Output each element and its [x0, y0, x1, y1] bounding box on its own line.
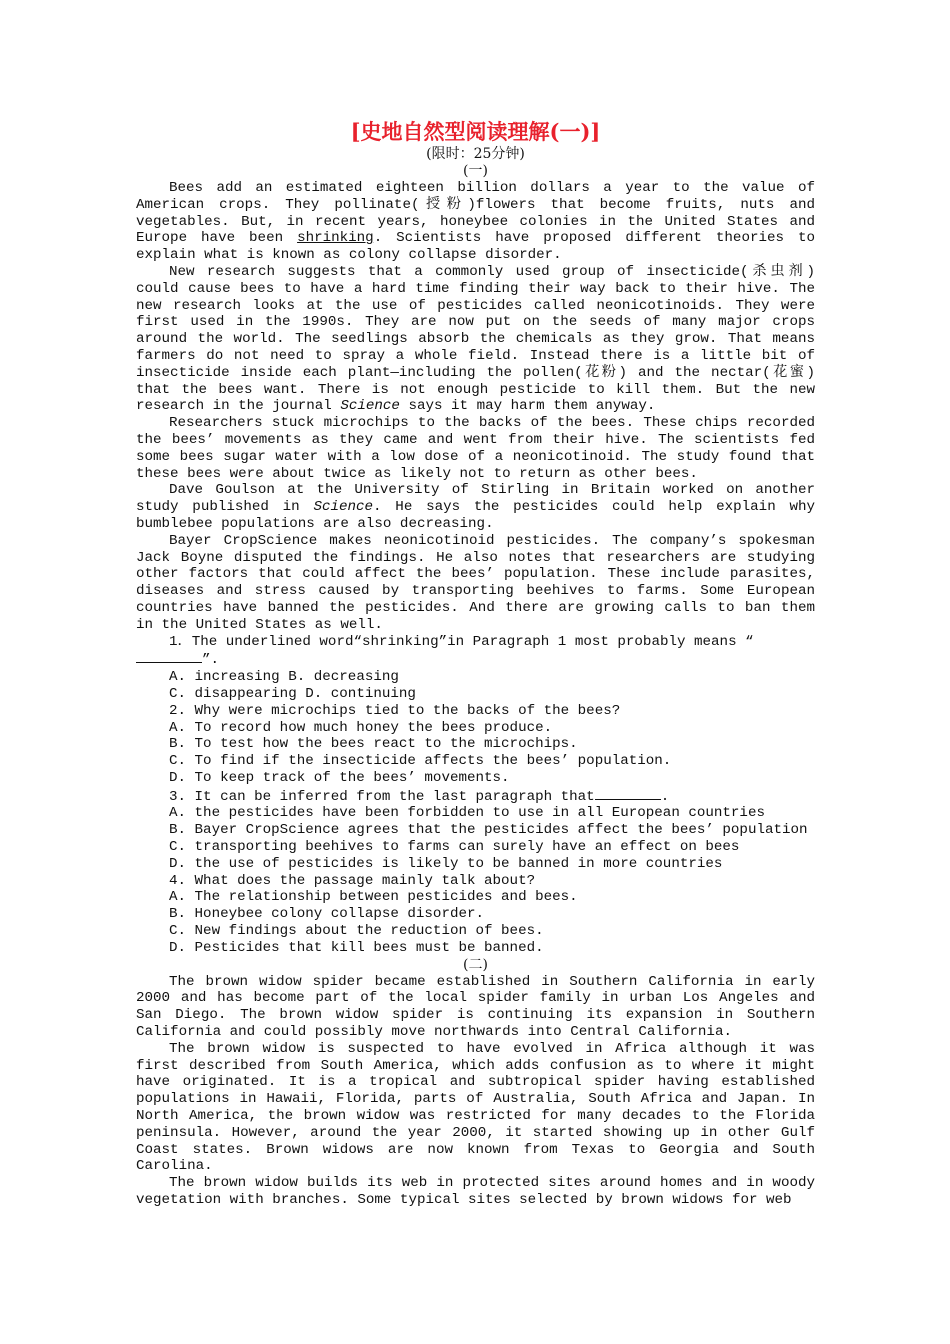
answer-blank: [595, 787, 661, 800]
document-page: [136, 118, 815, 1209]
q3-option-a: A. the pesticides have been forbidden to use in all European countries: [169, 805, 765, 822]
q2-option-b: B. To test how the bees react to the microchips.: [169, 736, 578, 753]
question-2-stem: 2. Why were microchips tied to the backs of the bees?: [169, 702, 621, 719]
journal-name: Science: [340, 398, 400, 415]
p4-text-b: . He says the pesticides could help explain why bumblebee populations are also decreasing.: [136, 499, 815, 532]
q1-option-c: C. disappearing: [169, 685, 297, 702]
q3-option-d: D. the use of pesticides is likely to be banned in more countries: [169, 855, 723, 872]
passage-1-paragraph-1: [136, 180, 815, 264]
passage-1-marker: (一): [463, 163, 488, 179]
q3-option-b: B. Bayer CropScience agrees that the pesticides affect the bees’ population: [169, 822, 808, 839]
q4-option-b: B. Honeybee colony collapse disorder.: [169, 906, 485, 923]
question-4-stem: 4. What does the passage mainly talk about?: [169, 872, 536, 889]
q1-option-a: A. increasing: [169, 669, 280, 686]
page-title: [史地自然型阅读理解(一)]: [350, 119, 601, 144]
q2-option-c: C. To find if the insecticide affects the bees’ population.: [169, 753, 672, 770]
question-1-stem: [136, 634, 815, 670]
q2-option-a: A. To record how much honey the bees produce.: [169, 719, 553, 736]
p1-text-b: . Scientists have proposed different theories to explain what is known as colony collapse disorder.: [136, 230, 815, 264]
p4-text-a: Dave Goulson at the University of Stirling in Britain worked on another study published in: [136, 482, 815, 516]
q1-stem-text: 1．The underlined word“shrinking”in Paragraph 1 most probably means “: [169, 633, 754, 650]
q2-option-d: D. To keep track of the bees’ movements.: [169, 769, 510, 786]
q4-option-d: D. Pesticides that kill bees must be banned.: [169, 939, 544, 956]
passage-2-paragraph-3: The brown widow builds its web in protected sites around homes and in woody vegetation with branches. Some typical sites selected by brown widows for web: [136, 1175, 815, 1209]
passage-2-paragraph-1: The brown widow spider became established in Southern California in early 2000 and has become part of the local spider family in urban Los Angeles and San Diego. The brown widow spider is continuing its expansion in Southern California and could possibly move northwards into Central California.: [136, 973, 815, 1041]
time-limit: (限时：25分钟): [426, 146, 525, 162]
passage-1-paragraph-5: Bayer CropScience makes neonicotinoid pesticides. The company’s spokesman Jack Boyne disputed the findings. He also notes that researchers are studying other factors that could affect the bees’ population. These include parasites, diseases and stress caused by transporting beehives to farms. Some European countries have banned the pesticides. And there are growing calls to ban them in the United States as well.: [136, 532, 815, 633]
q1-option-b: B. decreasing: [288, 669, 399, 686]
question-1-options-row-2: [136, 686, 815, 703]
q1-stem-end: ”.: [202, 652, 220, 669]
passage-1: [136, 180, 815, 957]
passage-1-paragraph-2: [136, 264, 815, 415]
q3-option-c: C. transporting beehives to farms can surely have an effect on bees: [169, 839, 740, 856]
q1-option-d: D. continuing: [305, 685, 416, 702]
journal-name: Science: [313, 499, 374, 516]
q4-option-c: C. New findings about the reduction of bees.: [169, 923, 544, 940]
p2-text-a: New research suggests that a commonly used group of insecticide(杀虫剂) could cause bees to have a hard time finding their way back to their hive. The new research looks at the use of pesticides called neonicotinoids. They were first used in the 1990s. They are now put on the seeds of many major crops around the world. The seedlings absorb the chemicals as they grow. That means farmers do not need to spray a whole field. Instead there is a little bit of insecticide inside each plant—including the pollen(花粉) and the nectar(花蜜) that the bees want. There is not enough pesticide to kill them. But the new research in the journal: [136, 263, 815, 415]
p1-text-a: Bees add an estimated eighteen billion dollars a year to the value of American crops. They pollinate(授粉)flowers that become fruits, nuts and vegetables. But, in recent years, honeybee colonies in the United States and Europe have been: [136, 180, 815, 247]
passage-1-paragraph-4: [136, 482, 815, 532]
question-3-stem: [136, 787, 815, 806]
question-1-options-row-1: [136, 669, 815, 686]
passage-2-marker: (二): [463, 956, 488, 973]
passage-1-paragraph-3: Researchers stuck microchips to the backs of the bees. These chips recorded the bees’ movements as they came and went from their hive. The scientists fed some bees sugar water with a low dose of a neonicotinoid. The study found that these bees were about twice as likely not to return as other bees.: [136, 415, 815, 482]
q4-option-a: A. The relationship between pesticides and bees.: [169, 889, 578, 906]
passage-2: [136, 974, 815, 1209]
q3-stem-end: .: [660, 788, 670, 805]
answer-blank: [136, 650, 202, 663]
q3-stem-text: 3. It can be inferred from the last paragraph that: [169, 788, 595, 805]
passage-2-paragraph-2: The brown widow is suspected to have evolved in Africa although it was first described from South America, which adds confusion as to where it might have originated. It is a tropical and subtropical spider having established populations in Hawaii, Florida, parts of Australia, South Africa and Japan. In North America, the brown widow was restricted for many decades to the Florida peninsula. However, around the year 2000, it started showing up in other Gulf Coast states. Brown widows are now known from Texas to Georgia and South Carolina.: [136, 1040, 815, 1175]
p2-text-b: says it may harm them anyway.: [399, 398, 656, 415]
underlined-word: shrinking: [297, 230, 374, 247]
